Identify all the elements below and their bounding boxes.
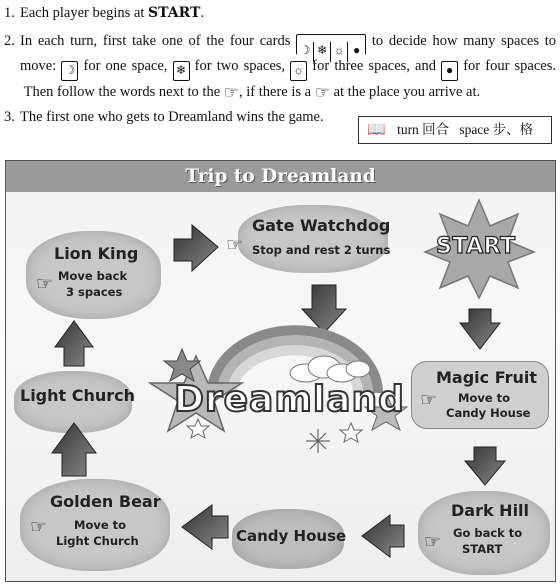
start-label: START bbox=[148, 5, 201, 21]
square-name: Magic Fruit bbox=[436, 368, 538, 387]
arrow-left bbox=[182, 505, 228, 549]
arrow-up bbox=[52, 423, 96, 476]
raindrop-icon: ● bbox=[348, 42, 365, 62]
glossary-box bbox=[358, 116, 552, 144]
start-label: START bbox=[436, 234, 516, 259]
rule-text: for two spaces, bbox=[194, 58, 286, 74]
rule-number: 1. bbox=[4, 5, 15, 21]
arrow-left bbox=[362, 515, 404, 557]
game-board bbox=[5, 160, 556, 582]
square-note: Move to bbox=[74, 518, 127, 532]
moon-icon: ☽ bbox=[61, 61, 78, 81]
rule-text: . bbox=[200, 5, 205, 21]
arrow-down bbox=[460, 309, 500, 349]
sun-icon: ☼ bbox=[290, 61, 307, 81]
pointing-hand-icon: ☞ bbox=[223, 83, 240, 102]
square-name: Candy House bbox=[236, 527, 347, 545]
pointing-hand-icon: ☞ bbox=[420, 390, 438, 411]
path-arrows bbox=[6, 161, 557, 583]
rule-text: at the place you arrive at. bbox=[333, 84, 481, 100]
moon-icon: ☽ bbox=[297, 42, 314, 62]
pointing-hand-icon: ☞ bbox=[36, 274, 54, 295]
star-icon bbox=[187, 419, 209, 438]
pointing-hand-icon: ☞ bbox=[226, 235, 244, 256]
square-note: START bbox=[462, 542, 503, 556]
square-note: Go back to bbox=[453, 526, 523, 540]
board-title: Trip to Dreamland bbox=[6, 161, 555, 192]
pointing-hand-icon: ☞ bbox=[424, 532, 442, 553]
card-set bbox=[296, 34, 366, 55]
arrow-down bbox=[465, 447, 505, 485]
glossary-entry: turn 回合 bbox=[397, 122, 450, 137]
pointing-hand-icon: ☞ bbox=[314, 83, 330, 102]
square-note: Candy House bbox=[446, 406, 531, 420]
raindrop-icon: ● bbox=[441, 61, 458, 81]
book-icon: 📖 bbox=[367, 122, 386, 138]
glossary-entry: space 步、格 bbox=[459, 122, 534, 137]
square-note: Light Church bbox=[56, 534, 139, 548]
rule-number: 3. bbox=[4, 109, 15, 125]
sun-icon: ☼ bbox=[331, 42, 348, 62]
square-name: Golden Bear bbox=[50, 492, 161, 511]
square-name: Dark Hill bbox=[451, 501, 530, 520]
square-note: 3 spaces bbox=[66, 285, 123, 299]
rule-2 bbox=[4, 30, 556, 104]
rules-text bbox=[4, 2, 556, 129]
sparkle-icon bbox=[306, 429, 330, 453]
star-icon bbox=[340, 423, 362, 442]
arrow-up bbox=[55, 321, 93, 366]
rule-text: for one space, bbox=[83, 58, 168, 74]
arrow-right bbox=[174, 225, 218, 271]
square-note: Move to bbox=[458, 391, 511, 405]
snowflake-icon: ❄ bbox=[173, 61, 190, 81]
rule-text: In each turn, first take one of the four cards bbox=[20, 33, 291, 49]
square-name: Lion King bbox=[54, 244, 139, 263]
square-name: Light Church bbox=[20, 386, 136, 405]
rule-text: to decide how many spaces to move: bbox=[20, 33, 557, 74]
rule-number: 2. bbox=[4, 33, 15, 49]
rule-text: , if there is a bbox=[239, 84, 312, 100]
snowflake-icon: ❄ bbox=[314, 42, 331, 62]
square-note: Move back bbox=[58, 269, 128, 283]
rule-1 bbox=[4, 2, 556, 25]
rule-text: Each player begins at bbox=[20, 5, 149, 21]
dreamland-label: Dreamland bbox=[174, 379, 405, 420]
rule-text: Then follow the words next to the bbox=[23, 84, 221, 100]
pointing-hand-icon: ☞ bbox=[30, 517, 48, 538]
square-name: Gate Watchdog bbox=[252, 216, 391, 235]
square-note: Stop and rest 2 turns bbox=[252, 243, 391, 257]
rule-text: for four spaces. bbox=[463, 58, 556, 74]
rule-text: for three spaces, and bbox=[312, 58, 436, 74]
rule-text: The first one who gets to Dreamland wins the game. bbox=[20, 109, 324, 125]
arrow-down bbox=[302, 285, 346, 333]
